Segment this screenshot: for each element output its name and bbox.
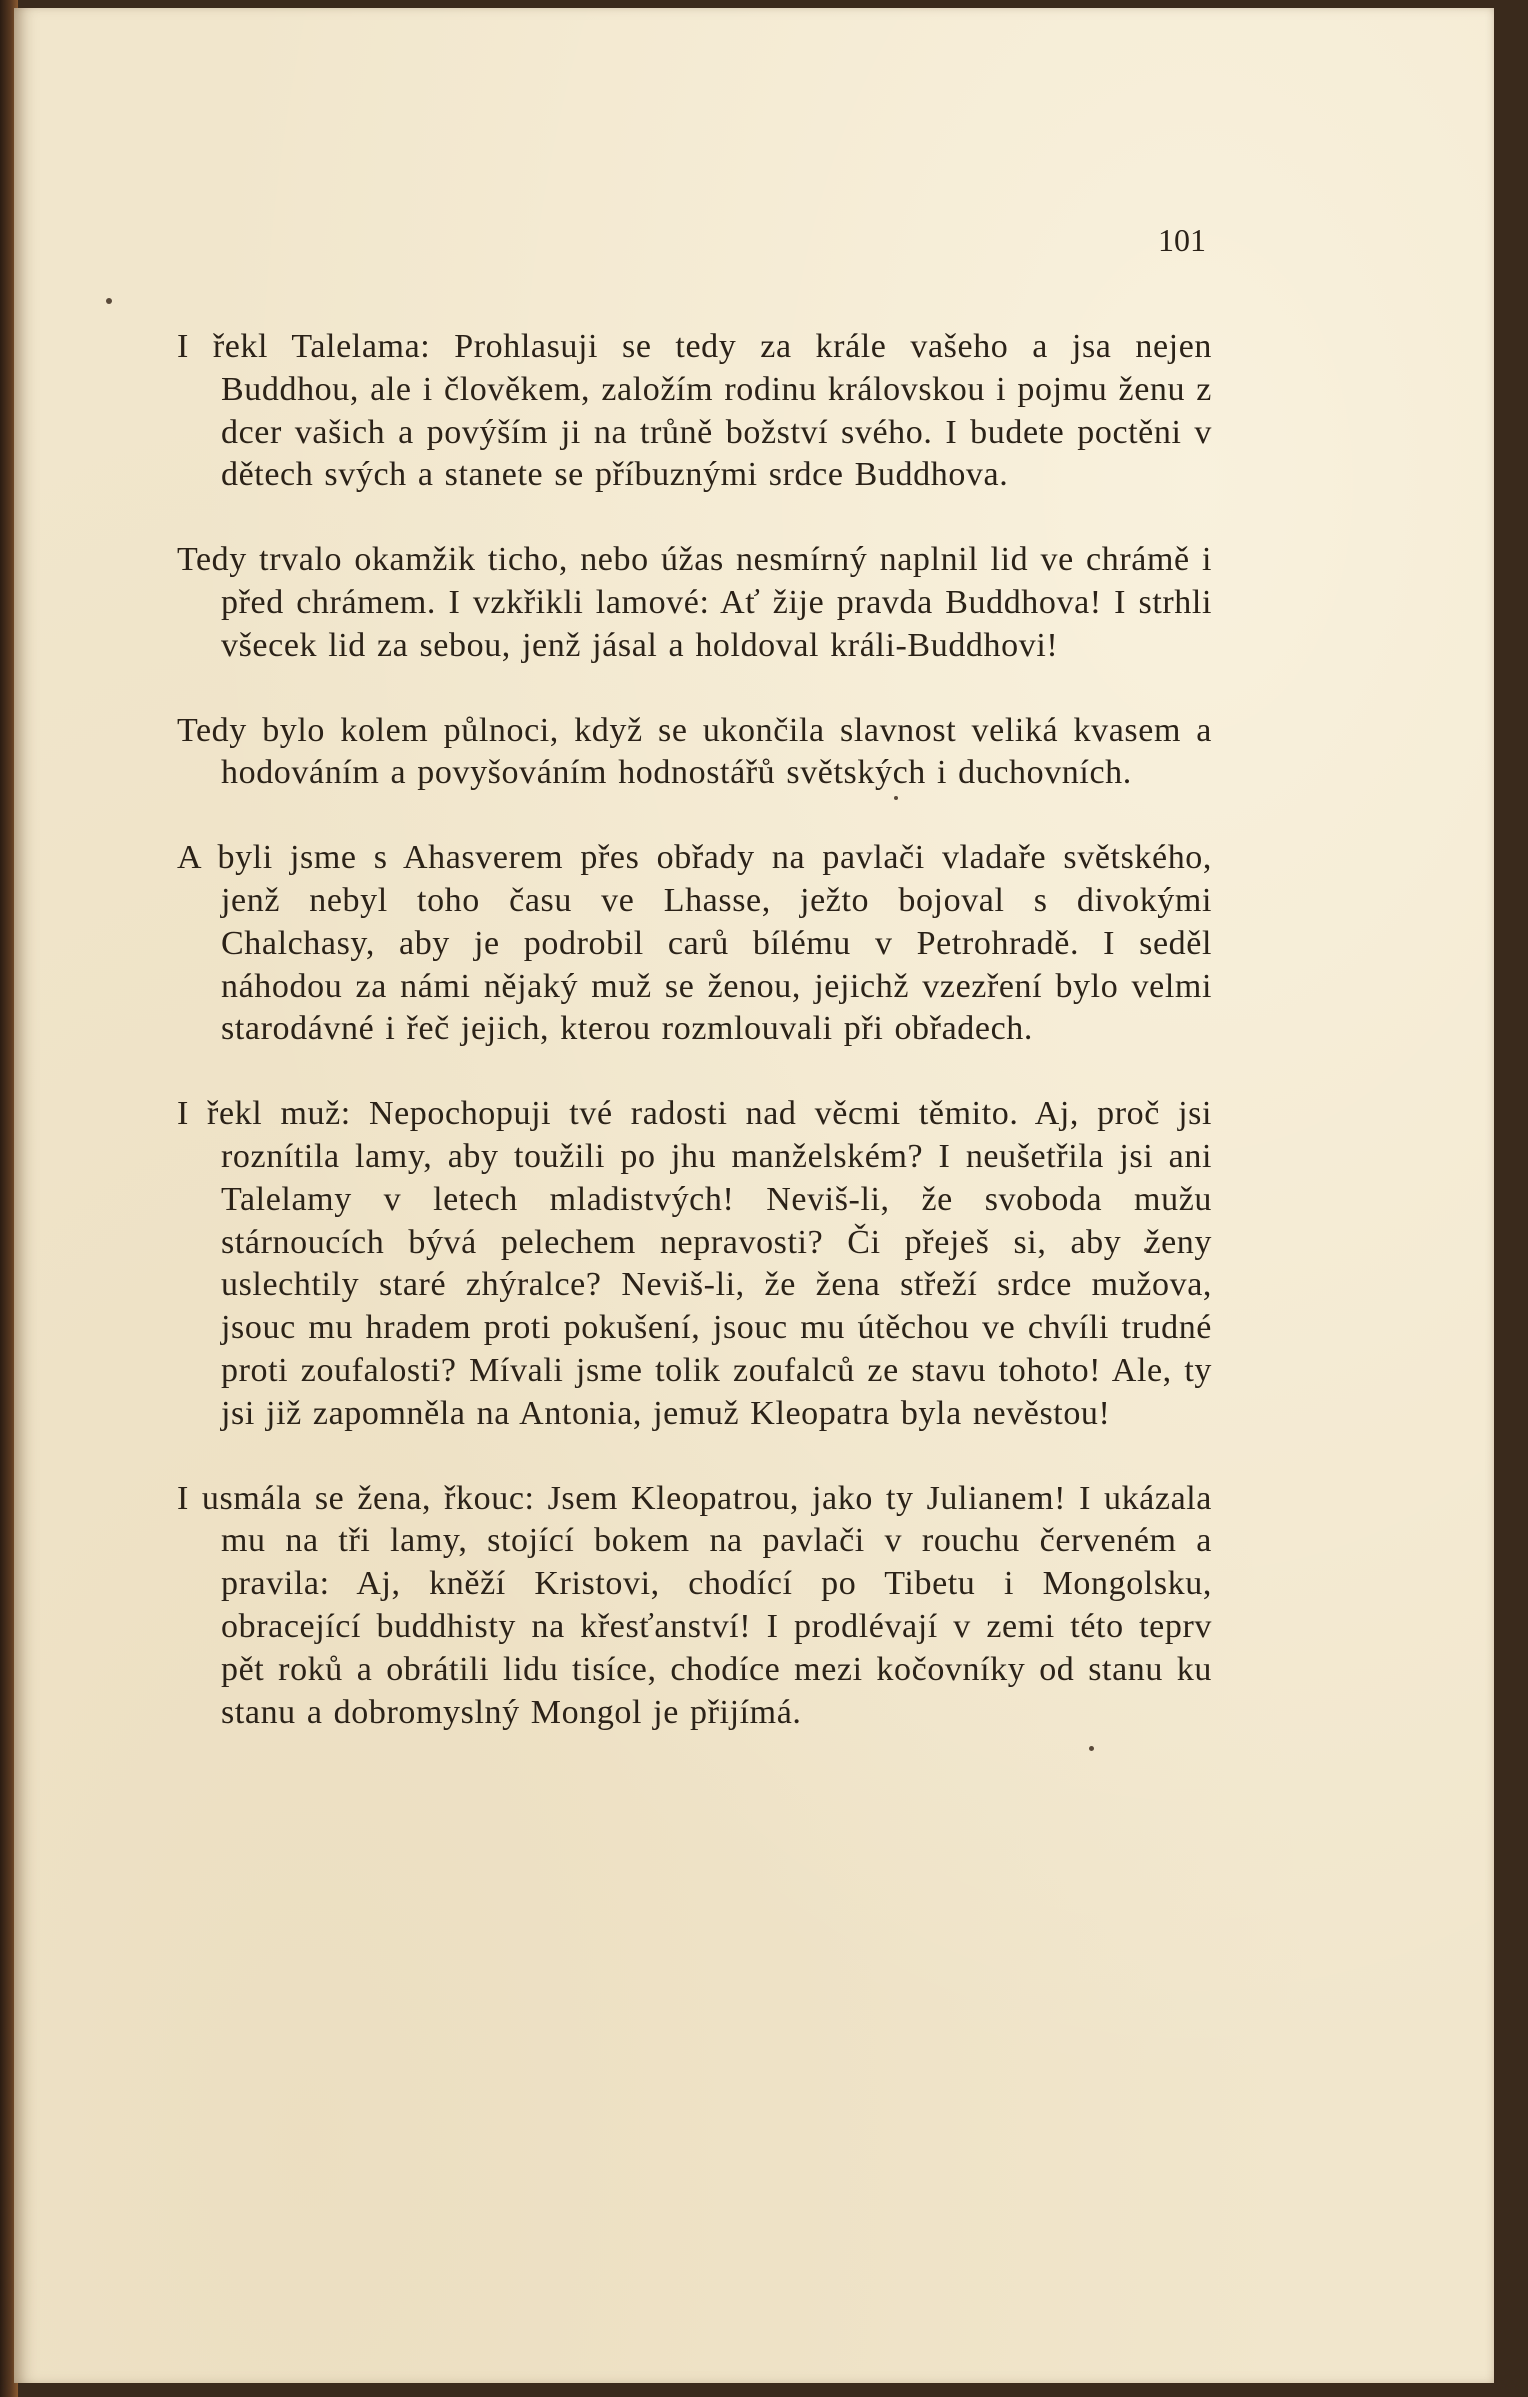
- paragraph-6: I usmála se žena, řkouc: Jsem Kleopatrou, jako ty Julianem! I ukázala mu na tři lamy, stojící bokem na pavlači v rouchu červeném a pravila: Aj, kněží Kristovi, chodící po Tibetu i Mongolsku, obracející buddhisty na křesťanství! I prodlévají v zemi této teprv pět roků a obrátili lidu tisíce, chodíce mezi kočovníky od stanu ku stanu a dobromyslný Mongol je přijímá.: [177, 1479, 1212, 1731]
- paragraph-1: I řekl Talelama: Prohlasuji se tedy za krále vašeho a jsa nejen Buddhou, ale i člověkem, založím rodinu královskou i pojmu ženu z dcer vašich a povýším ji na trůně božství svého. I budete poctěni v dětech svých a stanete se příbuznými srdce Buddhova.: [177, 328, 1212, 494]
- ink-speck: [106, 298, 112, 304]
- book-page: [14, 8, 1494, 2383]
- paragraph-3: Tedy bylo kolem půlnoci, když se ukončila slavnost veliká kvasem a hodováním a povyšováním hodnostářů světských i duchovních.: [177, 711, 1212, 792]
- paragraph-5: I řekl muž: Nepochopuji tvé radosti nad věcmi těmito. Aj, proč jsi roznítila lamy, aby toužili po jhu manželském? I neušetřila jsi ani Talelamy v letech mladistvých! Neviš-li, že svoboda mužu stárnoucích bývá pelechem nepravosti? Či přeješ si, aby ženy uslechtily staré zhýralce? Neviš-li, že žena střeží srdce mužova, jsouc mu hradem proti pokušení, jsouc mu útěchou ve chvíli trudné proti zoufalosti? Mívali jsme tolik zoufalců ze stavu tohoto! Ale, ty jsi již zapomněla na Antonia, jemuž Kleopatra byla nevěstou!: [177, 1095, 1212, 1432]
- paragraph-2: Tedy trvalo okamžik ticho, nebo úžas nesmírný naplnil lid ve chrámě i před chrámem. I vzkřikli lamové: Ať žije pravda Buddhova! I strhli všecek lid za sebou, jenž jásal a holdoval králi-Buddhovi!: [177, 541, 1212, 664]
- body-text: [177, 326, 1212, 1776]
- page-number: 101: [1158, 222, 1206, 258]
- paragraph-4: A byli jsme s Ahasverem přes obřady na pavlači vladaře světského, jenž nebyl toho času ve Lhasse, ježto bojoval s divokými Chalchasy, aby je podrobil carů bílému v Petrohradě. I seděl náhodou za námi nějaký muž se ženou, jejichž vzezření bylo velmi starodávné i řeč jejich, kterou rozmlouvali při obřadech.: [177, 839, 1212, 1048]
